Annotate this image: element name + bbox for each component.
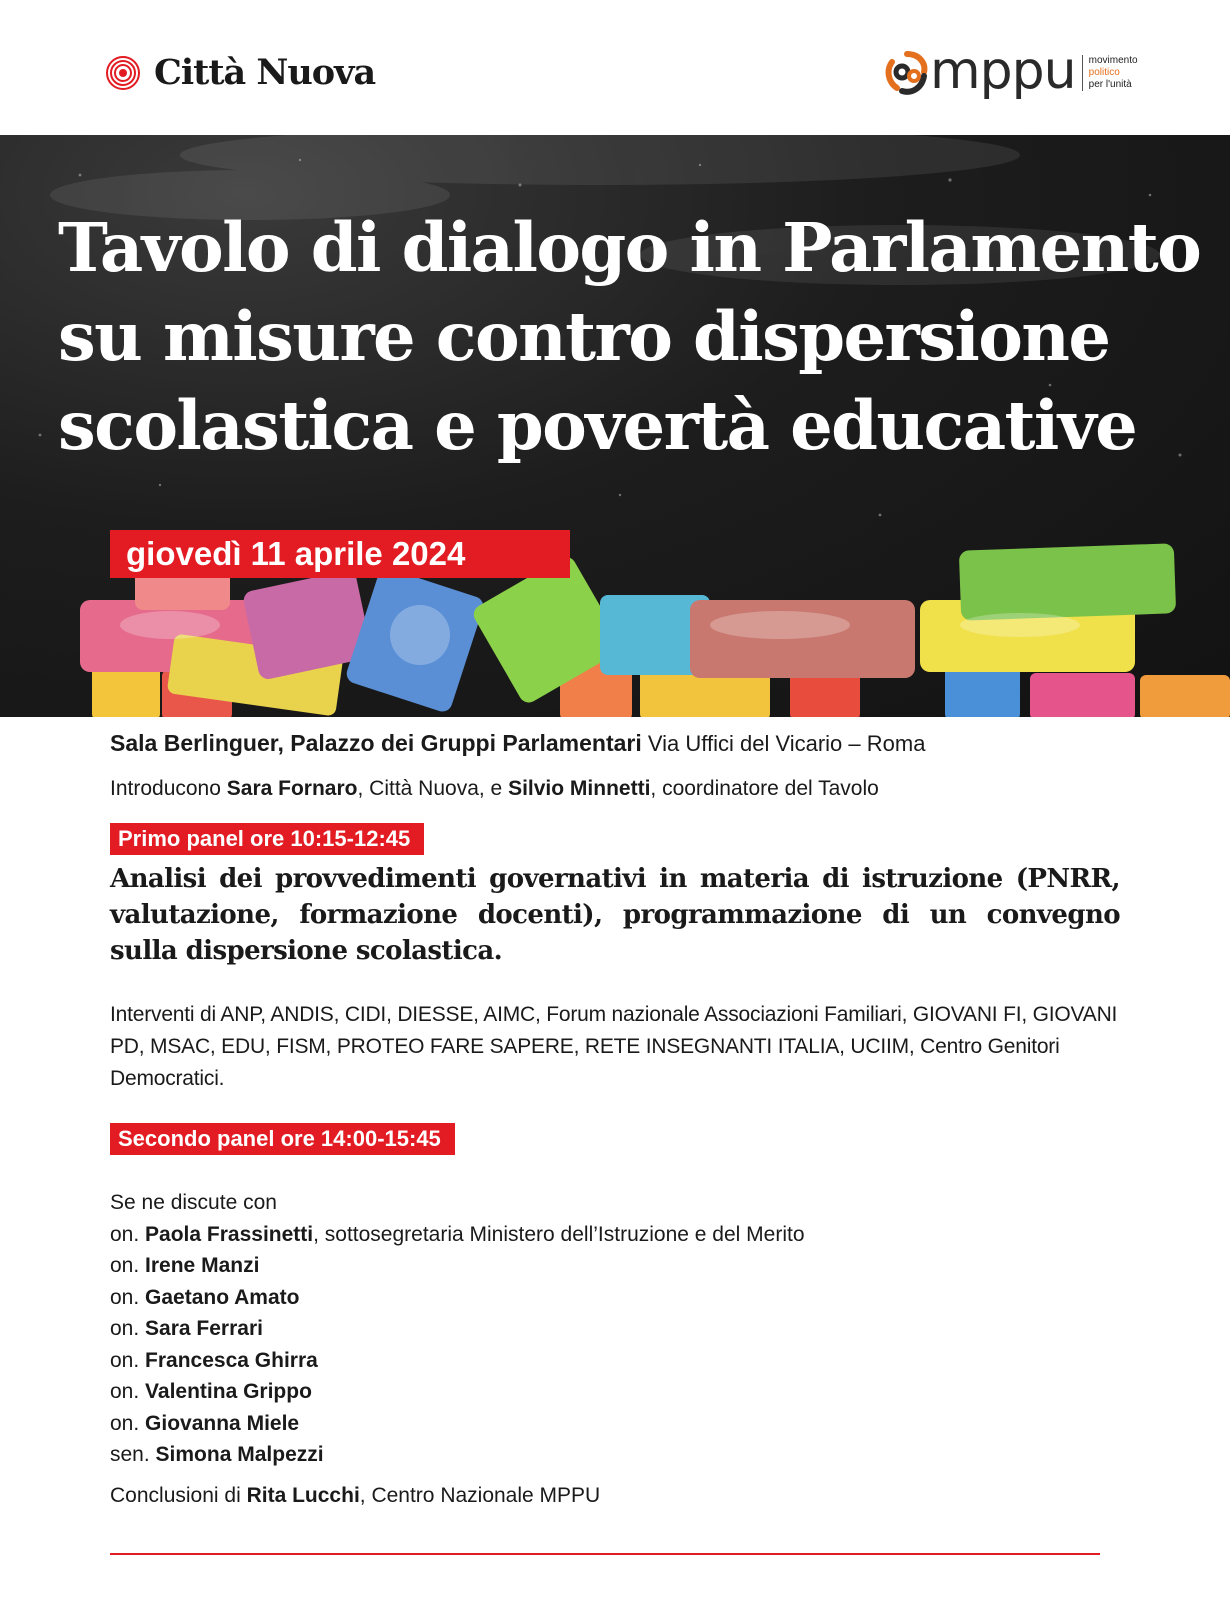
conclusion-role: , Centro Nazionale MPPU (359, 1483, 601, 1507)
conclusion-line (110, 1481, 1120, 1511)
mppu-tagline (1082, 55, 1138, 91)
citta-nuova-name: Città Nuova (154, 52, 376, 93)
citta-nuova-logo (106, 52, 375, 93)
speaker-row (110, 1408, 1120, 1440)
event-date-badge: giovedì 11 aprile 2024 (110, 530, 570, 578)
panel2-label: Secondo panel ore 14:00-15:45 (110, 1123, 455, 1155)
venue-address: Via Uffici del Vicario – Roma (647, 731, 926, 756)
conclusion-prefix: Conclusioni di (110, 1483, 241, 1507)
panel1-title: Analisi dei provvedimenti governativi in materia di istruzione (PNRR, valutazione, formazione docenti), programmazione di un convegno sulla dispersione scolastica. (110, 864, 1120, 966)
intro-host-role: , Città Nuova, e (357, 777, 503, 800)
speaker-title: on. (110, 1222, 140, 1246)
mppu-logo (880, 41, 1138, 101)
intro-host-name: Silvio Minnetti (508, 777, 651, 800)
speaker-name: Francesca Ghirra (145, 1348, 318, 1372)
speaker-lead: Se ne discute con (110, 1191, 277, 1214)
hero-chalkboard (0, 135, 1230, 717)
intro-host-role: , coordinatore del Tavolo (650, 777, 879, 800)
speaker-row (110, 1250, 1120, 1282)
event-title-line: su misure contro dispersione (58, 297, 1110, 376)
speaker-title: on. (110, 1348, 140, 1372)
speaker-title: on. (110, 1380, 140, 1403)
speaker-title: on. (110, 1285, 140, 1309)
speaker-name: Valentina Grippo (145, 1380, 312, 1403)
speaker-list (110, 1187, 1120, 1471)
mppu-tagline-line: movimento (1088, 55, 1138, 66)
event-title-line: Tavolo di dialogo in Parlamento (58, 208, 1201, 287)
mppu-tagline-line: politico (1088, 67, 1120, 78)
mppu-tagline-line: per l'unità (1088, 79, 1132, 90)
speaker-title: on. (110, 1254, 140, 1277)
venue-line (110, 728, 1120, 759)
speaker-title: on. (110, 1317, 140, 1340)
speaker-row (110, 1219, 1120, 1251)
speaker-row (110, 1376, 1120, 1408)
panel1-label: Primo panel ore 10:15-12:45 (110, 823, 424, 855)
citta-nuova-emblem-icon (106, 56, 140, 90)
speaker-name: Giovanna Miele (145, 1411, 300, 1435)
event-title-line: scolastica e povertà educative (58, 386, 1137, 465)
speaker-name: Gaetano Amato (145, 1285, 300, 1309)
speaker-row (110, 1345, 1120, 1377)
venue-name: Sala Berlinguer, Palazzo dei Gruppi Parlamentari (110, 730, 642, 756)
speaker-name: Irene Manzi (145, 1254, 260, 1277)
intro-prefix: Introducono (110, 777, 221, 800)
speaker-row (110, 1282, 1120, 1314)
conclusion-name: Rita Lucchi (246, 1483, 360, 1507)
footer-divider (110, 1553, 1100, 1555)
event-details (110, 728, 1120, 1511)
speaker-name: Sara Ferrari (145, 1317, 263, 1340)
speaker-title: on. (110, 1411, 140, 1435)
mppu-wordmark: mppu (930, 41, 1076, 101)
mppu-knot-icon (880, 46, 934, 100)
speaker-role: , sottosegretaria Ministero dell’Istruzione e del Merito (313, 1222, 805, 1246)
speaker-row (110, 1439, 1120, 1471)
speaker-name: Simona Malpezzi (155, 1443, 324, 1466)
intro-line (110, 774, 1120, 804)
panel1-interventions: Interventi di ANP, ANDIS, CIDI, DIESSE, AIMC, Forum nazionale Associazioni Familiari, GIOVANI FI, GIOVANI PD, MSAC, EDU, FISM, PROTEO FARE SAPERE, RETE INSEGNANTI ITALIA, UCIIM, Centro Genitori Democratici. (110, 1003, 1118, 1090)
speaker-row (110, 1313, 1120, 1345)
intro-host-name: Sara Fornaro (226, 777, 358, 800)
speaker-name: Paola Frassinetti (145, 1222, 314, 1246)
event-title (58, 203, 1218, 470)
speaker-title: sen. (110, 1443, 150, 1466)
